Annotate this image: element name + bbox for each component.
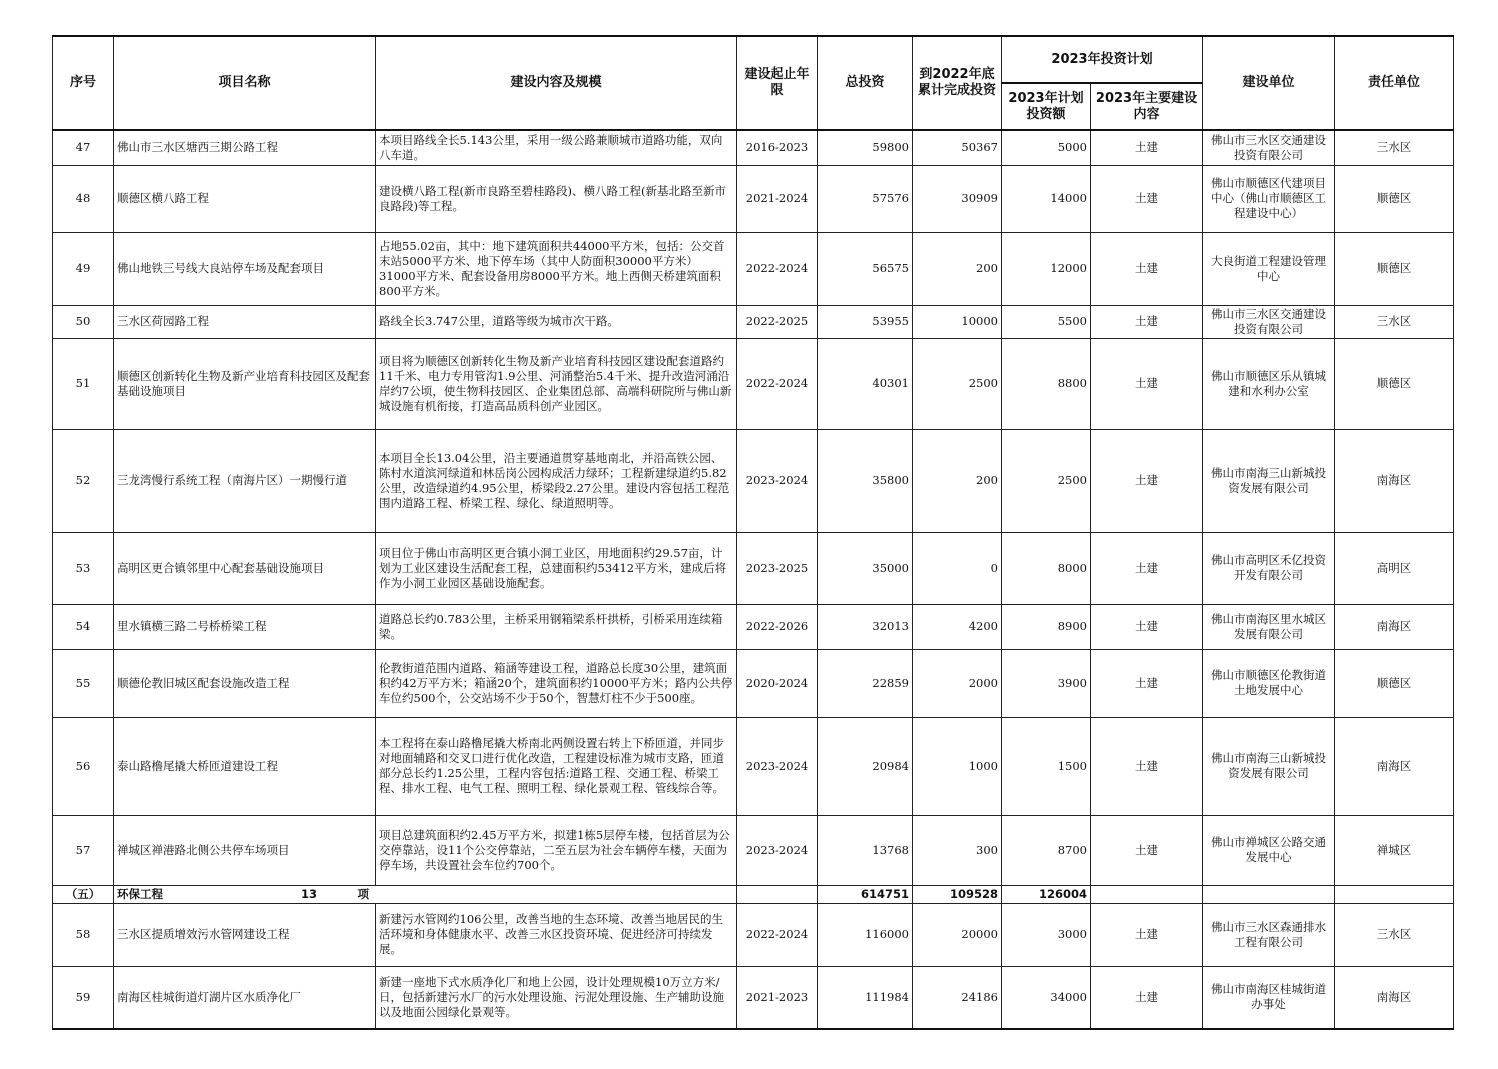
row-total: 111984	[818, 966, 913, 1029]
row-seq: 49	[53, 232, 114, 305]
row-work: 土建	[1091, 338, 1203, 429]
row-builder: 佛山市三水区交通建设投资有限公司	[1203, 130, 1335, 165]
table-row	[53, 338, 1454, 429]
section-row	[53, 885, 1454, 903]
row-done: 2500	[913, 338, 1002, 429]
row-builder: 佛山市南海三山新城投资发展有限公司	[1203, 429, 1335, 532]
header-plan-group: 2023年投资计划	[1002, 36, 1203, 83]
row-name: 三水区荷园路工程	[114, 305, 376, 338]
table-row	[53, 532, 1454, 604]
table-row	[53, 429, 1454, 532]
section-total: 614751	[818, 885, 913, 903]
row-name: 顺德区创新转化生物及新产业培育科技园区及配套基础设施项目	[114, 338, 376, 429]
row-content: 本工程将在泰山路橹尾撬大桥南北两侧设置右转上下桥匝道，并同步对地面辅路和交叉口进行优化改造，工程建设标准为城市支路，匝道部分总长约1.25公里，工程内容包括:道路工程、交通工程、桥梁工程、排水工程、电气工程、照明工程、绿化景观工程、管线综合等。	[376, 717, 737, 815]
row-name: 三龙湾慢行系统工程（南海片区）一期慢行道	[114, 429, 376, 532]
table-row	[53, 717, 1454, 815]
row-period: 2022-2026	[737, 604, 818, 649]
row-name: 顺德伦教旧城区配套设施改造工程	[114, 649, 376, 717]
row-builder: 佛山市三水区交通建设投资有限公司	[1203, 305, 1335, 338]
row-work: 土建	[1091, 305, 1203, 338]
row-seq: 53	[53, 532, 114, 604]
row-resp: 顺德区	[1335, 232, 1454, 305]
row-done: 200	[913, 232, 1002, 305]
row-content: 新建一座地下式水质净化厂和地上公园，设计处理规模10万立方米/日，包括新建污水厂的污水处理设施、污泥处理设施、生产辅助设施以及地面公园绿化景观等。	[376, 966, 737, 1029]
row-builder: 佛山市顺德区伦教街道土地发展中心	[1203, 649, 1335, 717]
header-plan-content: 2023年主要建设内容	[1091, 83, 1203, 130]
table-row	[53, 966, 1454, 1029]
row-work: 土建	[1091, 649, 1203, 717]
row-seq: 48	[53, 165, 114, 232]
row-plan: 3000	[1002, 903, 1091, 966]
row-content: 建设横八路工程(新市良路至碧桂路段)、横八路工程(新基北路至新市良路段)等工程。	[376, 165, 737, 232]
row-period: 2023-2024	[737, 429, 818, 532]
row-period: 2022-2025	[737, 305, 818, 338]
row-content: 本项目全长13.04公里，沿主要通道贯穿基地南北，并沿高铁公园、陈村水道滨河绿道和林岳岗公园构成活力绿环；工程新建绿道约5.82公里，改造绿道约4.95公里，桥梁段2.27公里。建设内容包括工程范围内道路工程、桥梁工程、绿化、绿道照明等。	[376, 429, 737, 532]
row-content: 新建污水管网约106公里，改善当地的生态环境、改善当地居民的生活环境和身体健康水平、改善三水区投资环境、促进经济可持续发展。	[376, 903, 737, 966]
row-resp: 南海区	[1335, 429, 1454, 532]
row-period: 2020-2024	[737, 649, 818, 717]
row-plan: 3900	[1002, 649, 1091, 717]
row-done: 300	[913, 815, 1002, 885]
row-builder: 佛山市顺德区代建项目中心（佛山市顺德区工程建设中心）	[1203, 165, 1335, 232]
row-name: 顺德区横八路工程	[114, 165, 376, 232]
row-seq: 55	[53, 649, 114, 717]
row-plan: 14000	[1002, 165, 1091, 232]
row-name: 佛山地铁三号线大良站停车场及配套项目	[114, 232, 376, 305]
row-work: 土建	[1091, 815, 1203, 885]
row-plan: 5500	[1002, 305, 1091, 338]
row-content: 伦教街道范围内道路、箱涵等建设工程，道路总长度30公里，建筑面积约42万平方米；箱涵20个，建筑面积约10000平方米；路内公共停车位约500个，公交站场不少于50个，智慧灯柱不少于500座。	[376, 649, 737, 717]
row-content: 项目总建筑面积约2.45万平方米，拟建1栋5层停车楼，包括首层为公交停靠站，设11个公交停靠站，二至五层为社会车辆停车楼，天面为停车场，共设置社会车位约700个。	[376, 815, 737, 885]
row-work: 土建	[1091, 903, 1203, 966]
row-done: 200	[913, 429, 1002, 532]
row-content: 路线全长3.747公里，道路等级为城市次干路。	[376, 305, 737, 338]
row-plan: 8000	[1002, 532, 1091, 604]
row-work: 土建	[1091, 532, 1203, 604]
table-row	[53, 903, 1454, 966]
header-builder: 建设单位	[1203, 36, 1335, 130]
row-resp: 南海区	[1335, 604, 1454, 649]
row-done: 2000	[913, 649, 1002, 717]
row-name: 三水区提质增效污水管网建设工程	[114, 903, 376, 966]
header-seq: 序号	[53, 36, 114, 130]
row-plan: 8900	[1002, 604, 1091, 649]
row-name: 高明区更合镇邻里中心配套基础设施项目	[114, 532, 376, 604]
row-total: 116000	[818, 903, 913, 966]
row-seq: 47	[53, 130, 114, 165]
row-resp: 南海区	[1335, 717, 1454, 815]
row-total: 22859	[818, 649, 913, 717]
row-total: 32013	[818, 604, 913, 649]
row-builder: 佛山市顺德区乐从镇城建和水利办公室	[1203, 338, 1335, 429]
row-period: 2021-2024	[737, 165, 818, 232]
row-name: 佛山市三水区塘西三期公路工程	[114, 130, 376, 165]
row-seq: 56	[53, 717, 114, 815]
row-work: 土建	[1091, 232, 1203, 305]
row-work: 土建	[1091, 165, 1203, 232]
row-work: 土建	[1091, 130, 1203, 165]
header-period: 建设起止年限	[737, 36, 818, 130]
row-total: 20984	[818, 717, 913, 815]
project-table	[52, 35, 1454, 1030]
row-period: 2022-2024	[737, 903, 818, 966]
row-total: 13768	[818, 815, 913, 885]
table-row	[53, 649, 1454, 717]
row-done: 1000	[913, 717, 1002, 815]
row-done: 20000	[913, 903, 1002, 966]
row-total: 40301	[818, 338, 913, 429]
row-resp: 顺德区	[1335, 165, 1454, 232]
row-work: 土建	[1091, 717, 1203, 815]
table-row	[53, 165, 1454, 232]
row-resp: 三水区	[1335, 903, 1454, 966]
row-builder: 佛山市南海三山新城投资发展有限公司	[1203, 717, 1335, 815]
row-done: 24186	[913, 966, 1002, 1029]
row-resp: 高明区	[1335, 532, 1454, 604]
row-work: 土建	[1091, 966, 1203, 1029]
row-resp: 三水区	[1335, 130, 1454, 165]
header-done: 到2022年底累计完成投资	[913, 36, 1002, 130]
row-period: 2023-2024	[737, 717, 818, 815]
header-name: 项目名称	[114, 36, 376, 130]
row-work: 土建	[1091, 429, 1203, 532]
row-plan: 8700	[1002, 815, 1091, 885]
row-builder: 大良街道工程建设管理中心	[1203, 232, 1335, 305]
row-seq: 57	[53, 815, 114, 885]
row-builder: 佛山市禅城区公路交通发展中心	[1203, 815, 1335, 885]
section-count: 13	[301, 886, 318, 901]
row-resp: 南海区	[1335, 966, 1454, 1029]
row-builder: 佛山市三水区森通排水工程有限公司	[1203, 903, 1335, 966]
section-title	[114, 885, 737, 903]
row-seq: 51	[53, 338, 114, 429]
row-total: 59800	[818, 130, 913, 165]
row-resp: 顺德区	[1335, 649, 1454, 717]
row-done: 10000	[913, 305, 1002, 338]
section-unit: 项	[357, 886, 369, 901]
row-content: 占地55.02亩，其中：地下建筑面积共44000平方米，包括：公交首末站5000平方米、地下停车场（其中人防面积30000平方米）31000平方米、配套设备用房8000平方米。地上西侧天桥建筑面积800平方米。	[376, 232, 737, 305]
section-name: 环保工程	[117, 886, 163, 901]
table-row	[53, 305, 1454, 338]
row-period: 2023-2024	[737, 815, 818, 885]
row-plan: 5000	[1002, 130, 1091, 165]
row-total: 57576	[818, 165, 913, 232]
row-period: 2021-2023	[737, 966, 818, 1029]
row-plan: 8800	[1002, 338, 1091, 429]
row-plan: 1500	[1002, 717, 1091, 815]
row-period: 2016-2023	[737, 130, 818, 165]
row-done: 0	[913, 532, 1002, 604]
row-done: 4200	[913, 604, 1002, 649]
row-resp: 三水区	[1335, 305, 1454, 338]
row-total: 35800	[818, 429, 913, 532]
row-builder: 佛山市南海区桂城街道办事处	[1203, 966, 1335, 1029]
table-row	[53, 232, 1454, 305]
row-plan: 34000	[1002, 966, 1091, 1029]
row-content: 项目将为顺德区创新转化生物及新产业培育科技园区建设配套道路约11千米、电力专用管沟1.9公里、河涌整治5.4千米、提升改造河涌沿岸约7公顷，使生物科技园区、企业集团总部、高端科研院所与佛山新城设施有机衔接，打造高品质科创产业园区。	[376, 338, 737, 429]
row-period: 2022-2024	[737, 338, 818, 429]
row-content: 道路总长约0.783公里，主桥采用钢箱梁系杆拱桥，引桥采用连续箱梁。	[376, 604, 737, 649]
row-plan: 12000	[1002, 232, 1091, 305]
row-name: 泰山路橹尾撬大桥匝道建设工程	[114, 717, 376, 815]
row-done: 50367	[913, 130, 1002, 165]
row-work: 土建	[1091, 604, 1203, 649]
table-row	[53, 130, 1454, 165]
row-name: 禅城区禅港路北侧公共停车场项目	[114, 815, 376, 885]
header-total: 总投资	[818, 36, 913, 130]
row-seq: 54	[53, 604, 114, 649]
row-content: 本项目路线全长5.143公里，采用一级公路兼顺城市道路功能，双向八车道。	[376, 130, 737, 165]
section-plan: 126004	[1002, 885, 1091, 903]
row-period: 2023-2025	[737, 532, 818, 604]
header-plan-amount: 2023年计划投资额	[1002, 83, 1091, 130]
row-content: 项目位于佛山市高明区更合镇小洞工业区，用地面积约29.57亩，计划为工业区建设生活配套工程，总建面积约53412平方米，建成后将作为小洞工业园区基础设施配套。	[376, 532, 737, 604]
row-name: 南海区桂城街道灯湖片区水质净化厂	[114, 966, 376, 1029]
table-row	[53, 604, 1454, 649]
row-seq: 52	[53, 429, 114, 532]
row-plan: 2500	[1002, 429, 1091, 532]
row-name: 里水镇横三路二号桥桥梁工程	[114, 604, 376, 649]
header-content: 建设内容及规模	[376, 36, 737, 130]
section-seq: （五）	[53, 885, 114, 903]
row-done: 30909	[913, 165, 1002, 232]
header-resp: 责任单位	[1335, 36, 1454, 130]
section-done: 109528	[913, 885, 1002, 903]
row-seq: 50	[53, 305, 114, 338]
row-seq: 58	[53, 903, 114, 966]
row-total: 56575	[818, 232, 913, 305]
row-resp: 顺德区	[1335, 338, 1454, 429]
row-resp: 禅城区	[1335, 815, 1454, 885]
row-total: 53955	[818, 305, 913, 338]
row-period: 2022-2024	[737, 232, 818, 305]
row-builder: 佛山市高明区禾亿投资开发有限公司	[1203, 532, 1335, 604]
row-total: 35000	[818, 532, 913, 604]
row-seq: 59	[53, 966, 114, 1029]
table-row	[53, 815, 1454, 885]
row-builder: 佛山市南海区里水城区发展有限公司	[1203, 604, 1335, 649]
